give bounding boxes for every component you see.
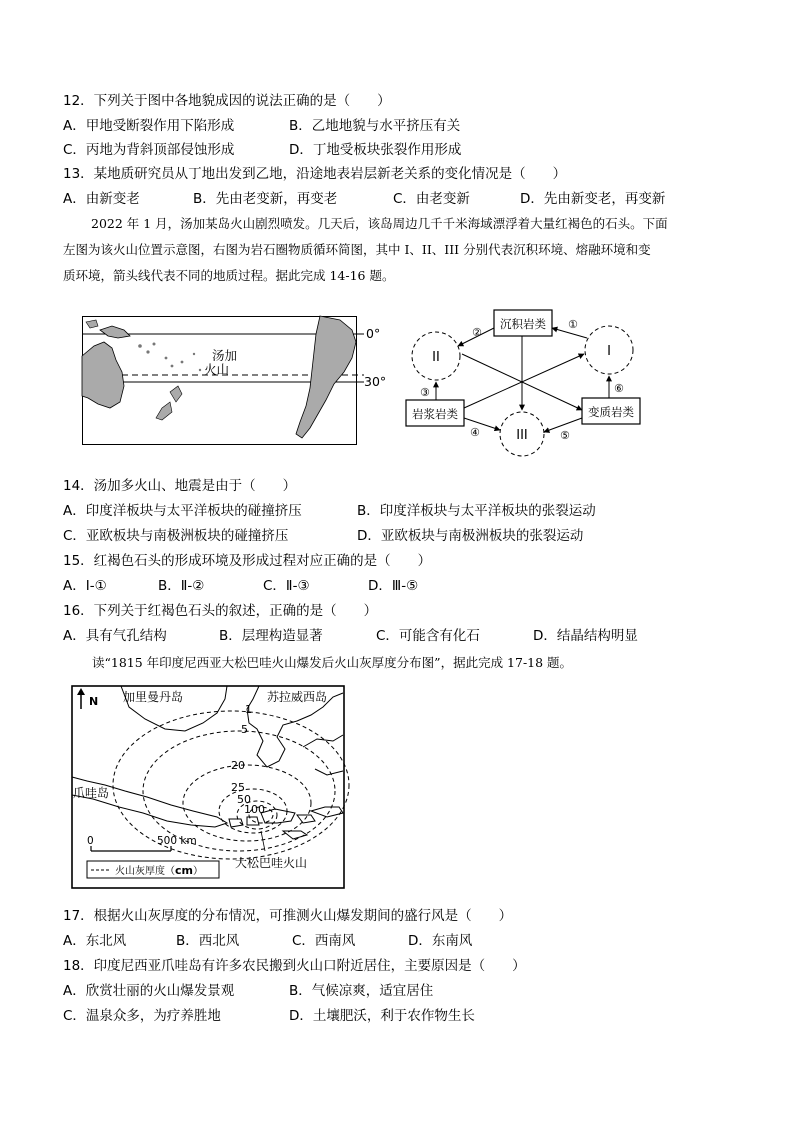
- q14-option-a: A．印度洋板块与太平洋板块的碰撞挤压: [63, 503, 302, 519]
- q18-stem: 18．印度尼西亚爪哇岛有许多农民搬到火山口附近居住，主要原因是（ ）: [63, 958, 526, 974]
- legend-text: 火山灰厚度（cm）: [115, 864, 203, 877]
- contour-label-100: 100: [244, 803, 265, 816]
- tonga-label-2: 火山: [204, 362, 230, 377]
- island-dot: [138, 344, 142, 348]
- q18-option-d: D．土壤肥沃，利于农作物生长: [289, 1008, 475, 1024]
- process-5-label: ⑤: [560, 429, 570, 442]
- contour-label-50: 50: [237, 793, 251, 806]
- volcano-label: 大松巴哇火山: [235, 856, 308, 870]
- process-4-label: ④: [470, 426, 480, 439]
- q16-stem: 16．下列关于红褐色石头的叙述，正确的是（ ）: [63, 603, 378, 619]
- q12-stem: 12．下列关于图中各地貌成因的说法正确的是（ ）: [63, 93, 391, 109]
- q17-option-c: C．西南风: [292, 933, 356, 949]
- environment-3-label: III: [516, 428, 528, 443]
- north-label: N: [89, 695, 99, 708]
- q16-option-a: A．具有气孔结构: [63, 628, 167, 644]
- passage-tonga: [63, 211, 743, 289]
- metamorphic-label: 变质岩类: [588, 405, 634, 419]
- process-2-label: ②: [472, 326, 482, 339]
- q17-stem: 17．根据火山灰厚度的分布情况，可推测火山爆发期间的盛行风是（ ）: [63, 908, 513, 924]
- environment-2-label: II: [432, 350, 440, 365]
- q18-option-c: C．温泉众多，为疗养胜地: [63, 1008, 221, 1024]
- contour-label-25: 25: [231, 781, 245, 794]
- q15-option-d: D．Ⅲ-⑤: [368, 578, 419, 594]
- contour-label-5: 5: [241, 723, 248, 736]
- q12-option-b: B．乙地地貌与水平挤压有关: [289, 118, 461, 134]
- passage-line-3: 质环境，箭头线代表不同的地质过程。据此完成 14-16 题。: [63, 268, 395, 283]
- kalimantan-label: 加里曼丹岛: [123, 690, 184, 704]
- passage-line-1: 2022 年 1 月，汤加某岛火山剧烈喷发。几天后，该岛周边几千千米海域漂浮着大量红褐色的石头。下面: [91, 216, 668, 231]
- passage-line-2: 左图为该火山位置示意图，右图为岩石圈物质循环简图，其中 I、II、III 分别代表沉积环境、熔融环境和变: [63, 242, 651, 257]
- passage-tambora: 读“1815 年印度尼西亚大松巴哇火山爆发后火山灰厚度分布图”，据此完成 17-18 题。: [92, 655, 573, 670]
- process-6-label: ⑥: [614, 382, 624, 395]
- q13-option-d: D．先由新变老，再变新: [520, 191, 666, 207]
- q18-option-b: B．气候凉爽，适宜居住: [289, 983, 434, 999]
- q16-option-d: D．结晶结构明显: [533, 628, 638, 644]
- latitude-0-label: 0°: [366, 326, 381, 341]
- latitude-30-label: 30°: [364, 374, 387, 389]
- q15-stem: 15．红褐色石头的形成环境及形成过程对应正确的是（ ）: [63, 553, 432, 569]
- q13-stem: 13．某地质研究员从丁地出发到乙地，沿途地表岩层新老关系的变化情况是（ ）: [63, 166, 567, 182]
- arrow-cross-b: [464, 354, 584, 408]
- q12-option-d: D．丁地受板块张裂作用形成: [289, 142, 462, 158]
- q15-option-c: C．Ⅱ-③: [263, 578, 310, 594]
- q13-option-a: A．由新变老: [63, 191, 140, 207]
- scale-km: 500 km: [157, 835, 197, 847]
- ash-thickness-map: [71, 685, 347, 891]
- contour-label-1: 1: [245, 703, 252, 716]
- tonga-label-1: 汤加: [212, 348, 238, 363]
- environment-1-label: I: [607, 344, 611, 359]
- q18-option-a: A．欣赏壮丽的火山爆发景观: [63, 983, 235, 999]
- process-1-label: ①: [568, 318, 578, 331]
- contour-label-20: 20: [231, 759, 245, 772]
- java-label: 爪哇岛: [73, 786, 110, 800]
- q16-option-c: C．可能含有化石: [376, 628, 480, 644]
- q12-option-a: A．甲地受断裂作用下陷形成: [63, 118, 235, 134]
- q15-option-b: B．Ⅱ-②: [158, 578, 205, 594]
- q14-option-b: B．印度洋板块与太平洋板块的张裂运动: [357, 503, 596, 519]
- q14-stem: 14．汤加多火山、地震是由于（ ）: [63, 478, 297, 494]
- q15-option-a: A．I-①: [63, 578, 107, 594]
- q13-option-b: B．先由老变新，再变老: [193, 191, 338, 207]
- q17-option-d: D．东南风: [408, 933, 473, 949]
- q13-option-c: C．由老变新: [393, 191, 470, 207]
- q12-option-c: C．丙地为背斜顶部侵蚀形成: [63, 142, 235, 158]
- q16-option-b: B．层理构造显著: [219, 628, 323, 644]
- scale-zero: 0: [87, 835, 94, 847]
- q14-option-d: D．亚欧板块与南极洲板块的张裂运动: [357, 528, 584, 544]
- sedimentary-label: 沉积岩类: [500, 317, 546, 331]
- q14-option-c: C．亚欧板块与南极洲板块的碰撞挤压: [63, 528, 289, 544]
- sulawesi-label: 苏拉威西岛: [267, 690, 328, 704]
- magmatic-label: 岩浆岩类: [412, 407, 458, 421]
- tonga-location-map: [82, 316, 387, 446]
- q17-option-a: A．东北风: [63, 933, 127, 949]
- q17-option-b: B．西北风: [176, 933, 240, 949]
- process-3-label: ③: [420, 386, 430, 399]
- rock-cycle-diagram: [400, 306, 660, 456]
